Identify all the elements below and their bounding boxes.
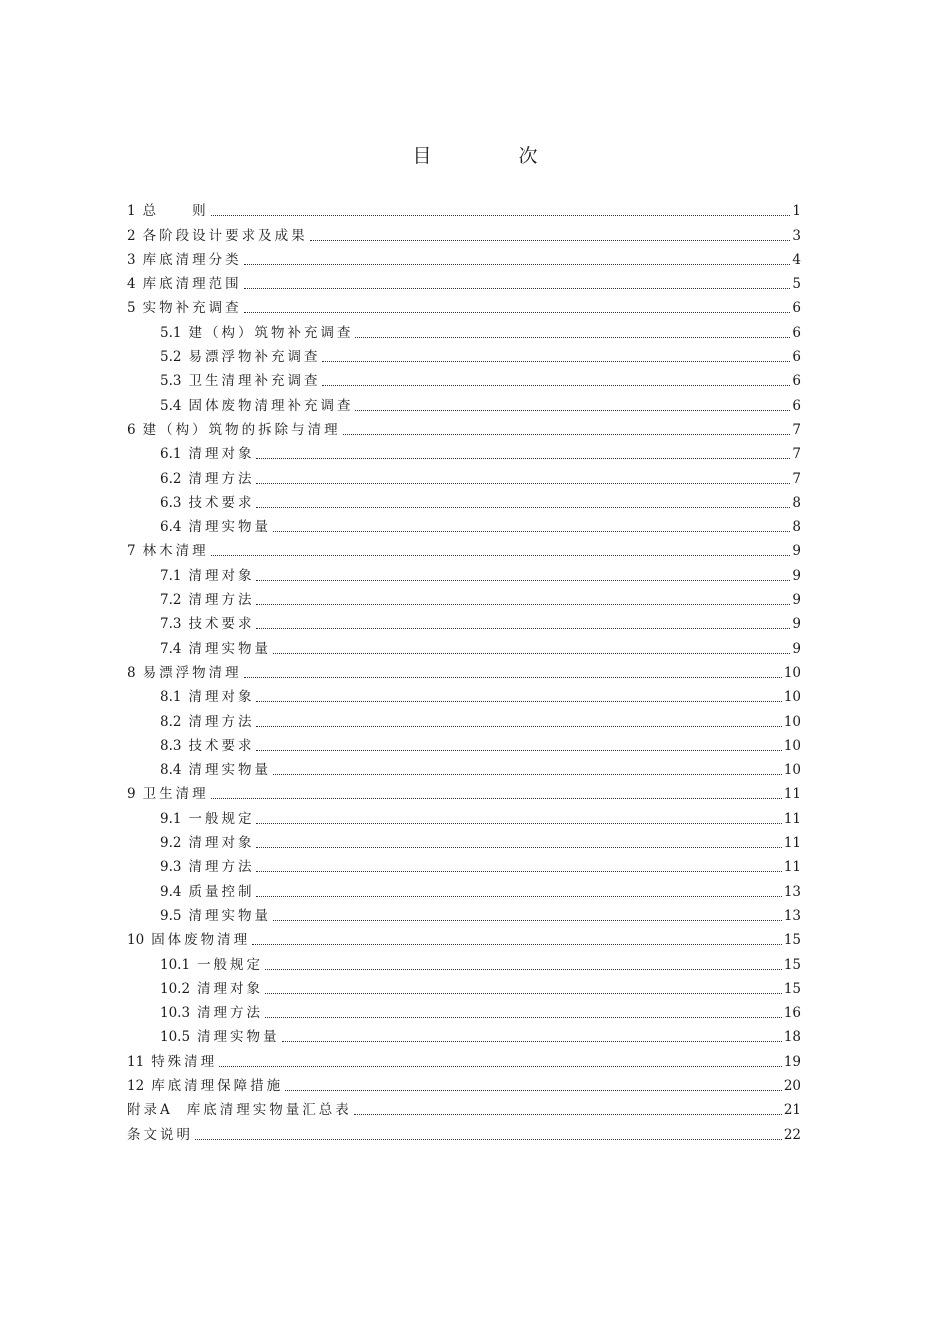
toc-entry[interactable] [127,1095,801,1119]
toc-entry-number: 7 [127,543,136,560]
toc-entry-number: 6 [127,421,136,438]
toc-entry-page: 9 [792,592,801,609]
toc-entry[interactable] [127,852,801,876]
dot-leader [343,434,791,435]
dot-leader [256,507,790,508]
toc-entry-page: 18 [783,1029,801,1046]
dot-leader [273,653,790,654]
toc-entry-label: 固体废物清理补充调查 [188,397,354,414]
toc-entry[interactable] [127,779,801,803]
toc-entry-number: 11 [127,1053,145,1070]
toc-entry[interactable] [127,585,801,609]
toc-entry-page: 19 [783,1053,801,1070]
toc-entry-number: 9 [127,786,136,803]
dot-leader [282,1041,782,1042]
dot-leader [244,312,791,313]
toc-entry-label: 固体废物清理 [151,932,251,949]
toc-entry-page: 6 [792,324,801,341]
toc-entry-number: 7.1 [160,567,182,584]
dot-leader [285,1090,782,1091]
toc-entry-page: 6 [792,397,801,414]
toc-entry-label: 建（构）筑物的拆除与清理 [142,421,341,438]
toc-entry-label: 清理方法 [188,859,255,876]
dot-leader [256,628,790,629]
toc-entry[interactable] [127,925,801,949]
toc-entry-number: 10.5 [160,1029,191,1046]
toc-entry-label: 卫生清理补充调查 [188,373,321,390]
dot-leader [211,215,791,216]
toc-entry-page: 7 [792,446,801,463]
toc-entry-number: 8 [127,664,136,681]
toc-entry[interactable] [127,609,801,633]
toc-entry-page: 1 [792,203,801,220]
toc-entry[interactable] [127,1119,801,1143]
toc-entry-page: 5 [792,276,801,293]
toc-entry-label: 质量控制 [188,883,255,900]
toc-entry-number: 7.3 [160,616,182,633]
toc-entry[interactable] [127,439,801,463]
dot-leader [256,896,781,897]
toc-entry-page: 11 [783,859,801,876]
toc-entry-page: 6 [792,300,801,317]
dot-leader [256,701,781,702]
toc-entry-page: 6 [792,349,801,366]
toc-entry-number: 9.2 [160,835,182,852]
toc-entry-page: 9 [792,543,801,560]
toc-entry-label: 一般规定 [197,956,264,973]
toc-entry[interactable] [127,633,801,657]
page-title: 目 次 [412,145,572,167]
dot-leader [256,726,781,727]
toc-entry-page: 9 [792,567,801,584]
toc-entry-page: 15 [783,956,801,973]
toc-entry[interactable] [127,682,801,706]
table-of-contents [127,196,801,1144]
toc-entry-number: 7.2 [160,592,182,609]
dot-leader [252,944,782,945]
toc-entry-label: 清理实物量 [188,762,271,779]
toc-entry[interactable] [127,415,801,439]
toc-entry[interactable] [127,342,801,366]
dot-leader [256,580,790,581]
toc-entry-label: 林木清理 [142,543,209,560]
dot-leader [244,288,791,289]
toc-entry[interactable] [127,706,801,730]
toc-entry-number: 9.3 [160,859,182,876]
toc-entry[interactable] [127,196,801,220]
toc-entry-label: 清理方法 [188,713,255,730]
toc-entry[interactable] [127,974,801,998]
toc-entry-label: 清理实物量 [188,519,271,536]
toc-entry-page: 4 [792,251,801,268]
toc-entry-label: 条文说明 [127,1126,193,1143]
toc-entry-label: 清理方法 [188,470,255,487]
toc-entry[interactable] [127,876,801,900]
toc-entry[interactable] [127,1022,801,1046]
toc-entry-page: 10 [783,762,801,779]
toc-entry-number: 9.4 [160,883,182,900]
dot-leader [265,993,782,994]
toc-entry-label: 清理对象 [188,567,255,584]
toc-entry-page: 8 [792,494,801,511]
toc-entry-number: 5.2 [160,349,182,366]
toc-entry[interactable] [127,949,801,973]
toc-entry-page: 21 [783,1102,801,1119]
toc-entry-page: 13 [783,883,801,900]
toc-entry-page: 15 [783,932,801,949]
dot-leader [354,1114,782,1115]
toc-entry-number: 5.1 [160,324,182,341]
toc-entry-label: 清理方法 [188,592,255,609]
toc-entry-label: 各阶段设计要求及成果 [142,227,308,244]
toc-entry[interactable] [127,658,801,682]
toc-entry-page: 10 [783,664,801,681]
toc-entry[interactable] [127,536,801,560]
toc-entry-label: 实物补充调查 [142,300,242,317]
toc-entry[interactable] [127,998,801,1022]
toc-entry-page: 22 [783,1126,801,1143]
toc-entry-number: 5 [127,300,136,317]
toc-entry-label: 清理对象 [188,835,255,852]
toc-entry-page: 9 [792,640,801,657]
toc-entry-label: 清理实物量 [197,1029,280,1046]
toc-entry-number: 3 [127,251,136,268]
toc-entry-label: 技术要求 [188,737,255,754]
toc-entry-number: 5.3 [160,373,182,390]
dot-leader [355,337,790,338]
toc-entry-number: 9.1 [160,810,182,827]
toc-entry-label: 库底清理保障措施 [151,1077,284,1094]
toc-entry-label: 卫生清理 [142,786,209,803]
toc-entry-label: 库底清理分类 [142,251,242,268]
toc-entry[interactable] [127,220,801,244]
toc-entry-page: 16 [783,1005,801,1022]
dot-leader [265,969,782,970]
toc-entry-page: 6 [792,373,801,390]
toc-entry-number: 附录A [127,1102,173,1119]
toc-entry-number: 10.1 [160,956,191,973]
toc-entry-label: 库底清理范围 [142,276,242,293]
toc-entry-label: 清理对象 [188,446,255,463]
dot-leader [211,798,782,799]
toc-entry-page: 3 [792,227,801,244]
toc-entry-number: 9.5 [160,907,182,924]
dot-leader [244,264,791,265]
toc-entry-number: 6.1 [160,446,182,463]
toc-entry-page: 15 [783,980,801,997]
toc-entry-page: 11 [783,810,801,827]
toc-entry[interactable] [127,463,801,487]
toc-entry-page: 7 [792,421,801,438]
toc-entry[interactable] [127,1046,801,1070]
dot-leader [322,385,790,386]
toc-entry-page: 7 [792,470,801,487]
toc-entry-page: 20 [783,1077,801,1094]
toc-entry-number: 5.4 [160,397,182,414]
toc-entry-number: 1 [127,203,136,220]
toc-entry-number: 8.4 [160,762,182,779]
toc-entry[interactable] [127,245,801,269]
toc-entry-label: 易漂浮物清理 [142,664,242,681]
dot-leader [265,1017,782,1018]
toc-entry-label: 特殊清理 [151,1053,218,1070]
toc-entry-label: 清理实物量 [188,907,271,924]
toc-entry-label: 建（构）筑物补充调查 [188,324,354,341]
toc-entry-label: 清理实物量 [188,640,271,657]
toc-entry[interactable] [127,293,801,317]
toc-entry[interactable] [127,731,801,755]
dot-leader [256,823,781,824]
toc-entry-number: 6.3 [160,494,182,511]
toc-entry-number: 7.4 [160,640,182,657]
toc-entry-label: 清理方法 [197,1005,264,1022]
toc-entry-label: 一般规定 [188,810,255,827]
dot-leader [219,1066,782,1067]
dot-leader [355,410,790,411]
toc-entry[interactable] [127,512,801,536]
toc-entry-label: 总 则 [142,203,209,220]
dot-leader [273,774,782,775]
dot-leader [256,458,790,459]
dot-leader [256,750,781,751]
toc-entry[interactable] [127,317,801,341]
dot-leader [256,604,790,605]
toc-entry-label: 库底清理实物量汇总表 [186,1102,352,1119]
toc-entry-number: 12 [127,1077,145,1094]
toc-entry[interactable] [127,828,801,852]
toc-entry-number: 2 [127,227,136,244]
toc-entry-number: 4 [127,276,136,293]
toc-entry[interactable] [127,901,801,925]
dot-leader [244,677,782,678]
toc-entry-page: 10 [783,689,801,706]
dot-leader [322,361,790,362]
toc-entry[interactable] [127,488,801,512]
toc-entry-page: 13 [783,907,801,924]
dot-leader [310,240,791,241]
toc-entry[interactable] [127,1071,801,1095]
dot-leader [256,483,790,484]
toc-entry-label: 技术要求 [188,494,255,511]
dot-leader [256,847,781,848]
toc-entry-page: 10 [783,737,801,754]
toc-entry[interactable] [127,366,801,390]
toc-entry-page: 9 [792,616,801,633]
toc-entry[interactable] [127,390,801,414]
dot-leader [273,531,790,532]
toc-entry-page: 8 [792,519,801,536]
dot-leader [273,920,782,921]
toc-entry-page: 11 [783,835,801,852]
toc-entry[interactable] [127,560,801,584]
toc-entry-number: 6.4 [160,519,182,536]
toc-entry[interactable] [127,755,801,779]
toc-entry-label: 易漂浮物补充调查 [188,349,321,366]
dot-leader [195,1139,782,1140]
toc-entry[interactable] [127,803,801,827]
toc-entry-number: 8.2 [160,713,182,730]
toc-entry[interactable] [127,269,801,293]
dot-leader [256,871,781,872]
toc-entry-number: 10 [127,932,145,949]
toc-entry-number: 8.1 [160,689,182,706]
toc-entry-number: 8.3 [160,737,182,754]
toc-entry-label: 清理对象 [188,689,255,706]
toc-entry-number: 10.2 [160,980,191,997]
toc-entry-page: 11 [783,786,801,803]
toc-entry-number: 6.2 [160,470,182,487]
toc-entry-label: 技术要求 [188,616,255,633]
toc-entry-label: 清理对象 [197,980,264,997]
toc-entry-number: 10.3 [160,1005,191,1022]
dot-leader [211,555,791,556]
toc-entry-page: 10 [783,713,801,730]
